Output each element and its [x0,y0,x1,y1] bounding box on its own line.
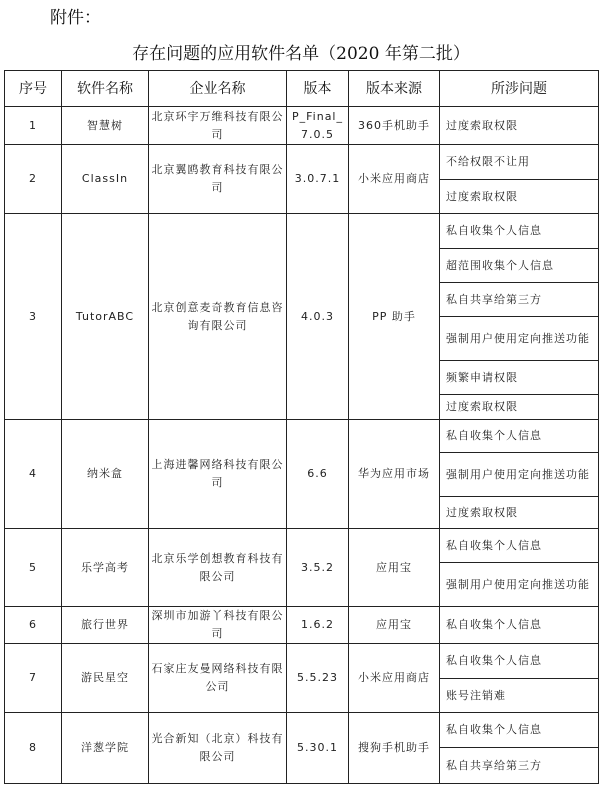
cell-issue: 超范围收集个人信息 [440,249,599,283]
table-row [5,420,599,453]
cell-no: 8 [5,713,62,784]
table-row [5,145,599,180]
cell-issue: 私自收集个人信息 [440,713,599,748]
cell-issue: 强制用户使用定向推送功能 [440,317,599,361]
cell-issue: 账号注销难 [440,679,599,713]
cell-app-name: 旅行世界 [62,607,149,644]
cell-company: 北京翼鸥教育科技有限公司 [149,145,287,214]
cell-version: 5.5.23 [287,644,349,713]
cell-issue: 私自共享给第三方 [440,283,599,317]
cell-issue: 过度索取权限 [440,395,599,420]
cell-source: 搜狗手机助手 [349,713,440,784]
cell-no: 7 [5,644,62,713]
table-row [5,529,599,563]
header-issues: 所涉问题 [440,71,599,107]
cell-source: 小米应用商店 [349,644,440,713]
table-row [5,607,599,644]
cell-issue: 不给权限不让用 [440,145,599,180]
table-row [5,214,599,249]
cell-issue: 过度索取权限 [440,497,599,529]
cell-issue: 强制用户使用定向推送功能 [440,453,599,497]
cell-app-name: ClassIn [62,145,149,214]
cell-issue: 过度索取权限 [440,107,599,145]
cell-no: 2 [5,145,62,214]
document-title: 存在问题的应用软件名单（2020 年第二批） [132,44,470,64]
cell-issue: 私自共享给第三方 [440,748,599,784]
cell-issue: 私自收集个人信息 [440,607,599,644]
cell-company: 上海进馨网络科技有限公司 [149,420,287,529]
cell-company: 北京环宇万维科技有限公司 [149,107,287,145]
table-row [5,644,599,679]
cell-issue: 过度索取权限 [440,180,599,214]
cell-app-name: 乐学高考 [62,529,149,607]
header-source: 版本来源 [349,71,440,107]
cell-company: 光合新知（北京）科技有限公司 [149,713,287,784]
cell-version: 1.6.2 [287,607,349,644]
cell-source: PP 助手 [349,214,440,420]
cell-company: 北京创意麦奇教育信息咨询有限公司 [149,214,287,420]
header-version: 版本 [287,71,349,107]
cell-company: 深圳市加游丫科技有限公司 [149,607,287,644]
cell-version: 5.30.1 [287,713,349,784]
cell-issue: 频繁申请权限 [440,361,599,395]
cell-app-name: 洋葱学院 [62,713,149,784]
cell-source: 360手机助手 [349,107,440,145]
cell-issue: 私自收集个人信息 [440,529,599,563]
cell-app-name: TutorABC [62,214,149,420]
cell-source: 应用宝 [349,607,440,644]
cell-no: 1 [5,107,62,145]
cell-version: 4.0.3 [287,214,349,420]
table-header-row [5,71,599,107]
attachment-label: 附件： [50,8,101,28]
cell-issue: 强制用户使用定向推送功能 [440,563,599,607]
cell-app-name: 纳米盒 [62,420,149,529]
cell-no: 3 [5,214,62,420]
cell-source: 应用宝 [349,529,440,607]
cell-issue: 私自收集个人信息 [440,214,599,249]
cell-app-name: 智慧树 [62,107,149,145]
app-list-table [4,70,599,784]
cell-issue: 私自收集个人信息 [440,644,599,679]
table-row [5,713,599,748]
cell-version: 3.5.2 [287,529,349,607]
cell-company: 石家庄友曼网络科技有限公司 [149,644,287,713]
header-app-name: 软件名称 [62,71,149,107]
cell-source: 小米应用商店 [349,145,440,214]
cell-issue: 私自收集个人信息 [440,420,599,453]
cell-no: 5 [5,529,62,607]
header-no: 序号 [5,71,62,107]
table-row [5,107,599,145]
cell-no: 4 [5,420,62,529]
cell-company: 北京乐学创想教育科技有限公司 [149,529,287,607]
cell-version: 3.0.7.1 [287,145,349,214]
cell-version: P_Final_7.0.5 [287,107,349,145]
cell-no: 6 [5,607,62,644]
header-company: 企业名称 [149,71,287,107]
cell-app-name: 游民星空 [62,644,149,713]
cell-version: 6.6 [287,420,349,529]
cell-source: 华为应用市场 [349,420,440,529]
